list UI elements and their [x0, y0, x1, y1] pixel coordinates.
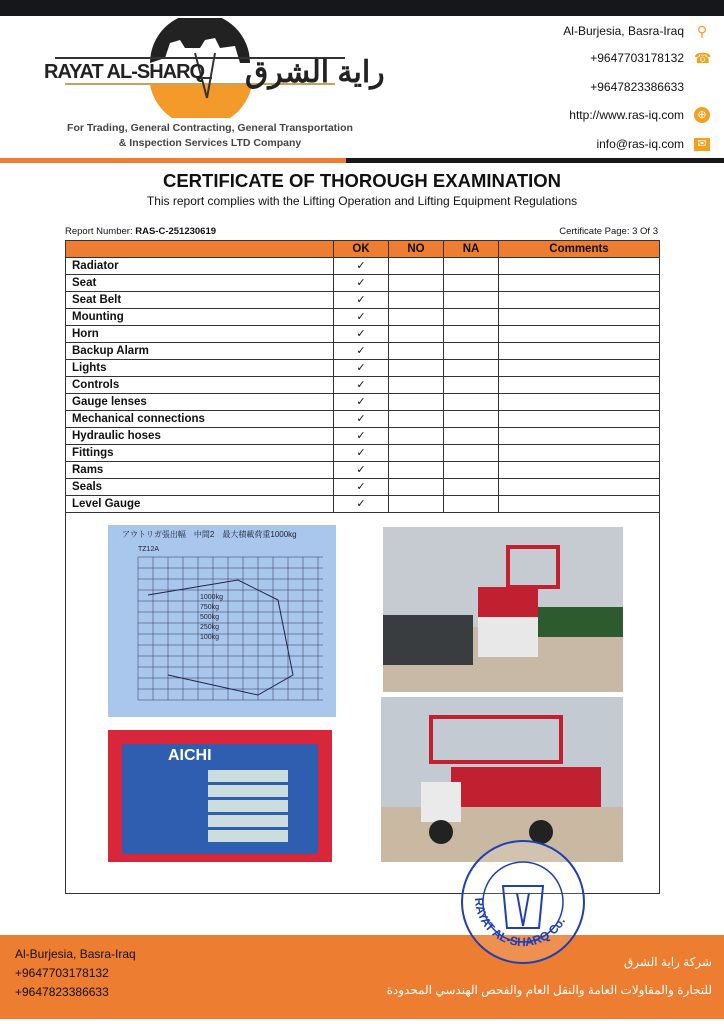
row-comments	[499, 411, 660, 428]
load-chart-image	[108, 525, 336, 717]
table-row	[66, 377, 660, 394]
row-comments	[499, 462, 660, 479]
row-comments	[499, 377, 660, 394]
row-ok-check: ✓	[334, 309, 389, 326]
row-comments	[499, 360, 660, 377]
certificate-page: Certificate Page: 3 Of 3	[559, 226, 658, 237]
row-item: Mounting	[66, 309, 334, 326]
row-no	[389, 479, 444, 496]
table-row	[66, 258, 660, 275]
row-ok-check: ✓	[334, 479, 389, 496]
row-comments	[499, 479, 660, 496]
nameplate-brand: AICHI	[168, 747, 212, 764]
row-ok-check: ✓	[334, 275, 389, 292]
table-row	[66, 326, 660, 343]
chart-load-label: 250kg	[200, 624, 220, 631]
row-no	[389, 343, 444, 360]
table-header	[66, 241, 660, 258]
footer-arabic-name: شركة راية الشرق	[623, 955, 712, 969]
row-na	[444, 343, 499, 360]
company-stamp	[459, 838, 587, 966]
report-number-value: RAS-C-251230619	[135, 226, 217, 237]
table-row	[66, 479, 660, 496]
row-ok-check: ✓	[334, 343, 389, 360]
row-no	[389, 309, 444, 326]
row-ok-check: ✓	[334, 258, 389, 275]
table-row	[66, 428, 660, 445]
chart-load-label: 1000kg	[200, 594, 223, 601]
load-chart-title: アウトリガ張出幅 中間2 最大積載荷重1000kg	[122, 530, 297, 539]
row-item: Level Gauge	[66, 496, 334, 513]
top-bar	[0, 0, 724, 16]
row-item: Radiator	[66, 258, 334, 275]
row-comments	[499, 275, 660, 292]
row-comments	[499, 258, 660, 275]
row-no	[389, 360, 444, 377]
certificate-subtitle: This report complies with the Lifting Operation and Lifting Equipment Regulations	[146, 194, 578, 208]
row-no	[389, 462, 444, 479]
header-comments: Comments	[499, 241, 660, 258]
row-item: Fittings	[66, 445, 334, 462]
certificate-title: CERTIFICATE OF THOROUGH EXAMINATION	[162, 170, 562, 191]
footer-address: Al-Burjesia, Basra-Iraq	[15, 947, 136, 961]
table-row	[66, 411, 660, 428]
row-ok-check: ✓	[334, 394, 389, 411]
contact-website[interactable]: http://www.ras-iq.com	[569, 108, 684, 122]
row-comments	[499, 343, 660, 360]
row-item: Rams	[66, 462, 334, 479]
row-item: Seat	[66, 275, 334, 292]
table-row	[66, 343, 660, 360]
contact-phone-2: +9647823386633	[590, 80, 684, 94]
row-comments	[499, 326, 660, 343]
phone-icon: ☎	[694, 50, 712, 66]
chart-load-label: 500kg	[200, 614, 220, 621]
footer-arabic-description: للتجارة والمقاولات العامة والنقل العام والفحص الهندسي المحدودة	[386, 983, 712, 997]
header-ok: OK	[334, 241, 389, 258]
row-ok-check: ✓	[334, 292, 389, 309]
row-item: Seat Belt	[66, 292, 334, 309]
chart-load-label: 750kg	[200, 604, 220, 611]
row-item: Seals	[66, 479, 334, 496]
row-no	[389, 377, 444, 394]
table-row	[66, 360, 660, 377]
table-row	[66, 445, 660, 462]
row-no	[389, 496, 444, 513]
header-item	[66, 241, 334, 258]
header-no: NO	[389, 241, 444, 258]
row-na	[444, 360, 499, 377]
row-comments	[499, 445, 660, 462]
report-number	[65, 226, 216, 237]
table-row	[66, 394, 660, 411]
row-comments	[499, 496, 660, 513]
row-na	[444, 479, 499, 496]
row-item: Controls	[66, 377, 334, 394]
load-chart-model: TZ12A	[138, 546, 160, 553]
header-divider-dark	[346, 158, 724, 163]
row-ok-check: ✓	[334, 462, 389, 479]
footer	[0, 935, 724, 1019]
row-item: Mechanical connections	[66, 411, 334, 428]
mail-icon: ✉	[694, 138, 710, 151]
header-na: NA	[444, 241, 499, 258]
row-ok-check: ✓	[334, 326, 389, 343]
stamp-text: RAYAT AL-SHARQ Co.	[471, 896, 569, 950]
contact-phone-1: +9647703178132	[590, 51, 684, 65]
row-na	[444, 462, 499, 479]
row-comments	[499, 428, 660, 445]
row-item: Lights	[66, 360, 334, 377]
row-ok-check: ✓	[334, 445, 389, 462]
row-na	[444, 326, 499, 343]
row-item: Hydraulic hoses	[66, 428, 334, 445]
table-row	[66, 462, 660, 479]
table-row	[66, 309, 660, 326]
row-no	[389, 445, 444, 462]
table-row	[66, 292, 660, 309]
row-ok-check: ✓	[334, 360, 389, 377]
row-na	[444, 428, 499, 445]
row-item: Backup Alarm	[66, 343, 334, 360]
photo-panel	[65, 512, 660, 894]
row-na	[444, 292, 499, 309]
row-na	[444, 411, 499, 428]
inspection-table	[65, 240, 660, 513]
location-pin-icon: ⚲	[696, 23, 708, 39]
table-row	[66, 275, 660, 292]
row-na	[444, 445, 499, 462]
row-no	[389, 326, 444, 343]
row-na	[444, 275, 499, 292]
row-no	[389, 428, 444, 445]
globe-icon: ⊕	[694, 107, 710, 123]
row-no	[389, 394, 444, 411]
row-na	[444, 309, 499, 326]
row-ok-check: ✓	[334, 428, 389, 445]
row-comments	[499, 309, 660, 326]
row-no	[389, 258, 444, 275]
row-no	[389, 292, 444, 309]
row-no	[389, 411, 444, 428]
footer-phone-1: +9647703178132	[15, 966, 109, 980]
row-na	[444, 377, 499, 394]
report-number-label: Report Number:	[65, 226, 136, 237]
row-ok-check: ✓	[334, 496, 389, 513]
row-comments	[499, 292, 660, 309]
header-divider-orange	[0, 158, 346, 163]
table-row	[66, 496, 660, 513]
row-ok-check: ✓	[334, 377, 389, 394]
row-na	[444, 394, 499, 411]
truck-front-photo	[383, 527, 623, 692]
contact-email[interactable]: info@ras-iq.com	[596, 137, 684, 151]
nameplate-image	[108, 730, 332, 862]
row-na	[444, 258, 499, 275]
row-no	[389, 275, 444, 292]
row-na	[444, 496, 499, 513]
chart-load-label: 100kg	[200, 634, 220, 641]
row-ok-check: ✓	[334, 411, 389, 428]
contact-address: Al-Burjesia, Basra-Iraq	[563, 24, 684, 38]
row-item: Gauge lenses	[66, 394, 334, 411]
footer-phone-2: +9647823386633	[15, 985, 109, 999]
row-comments	[499, 394, 660, 411]
row-item: Horn	[66, 326, 334, 343]
